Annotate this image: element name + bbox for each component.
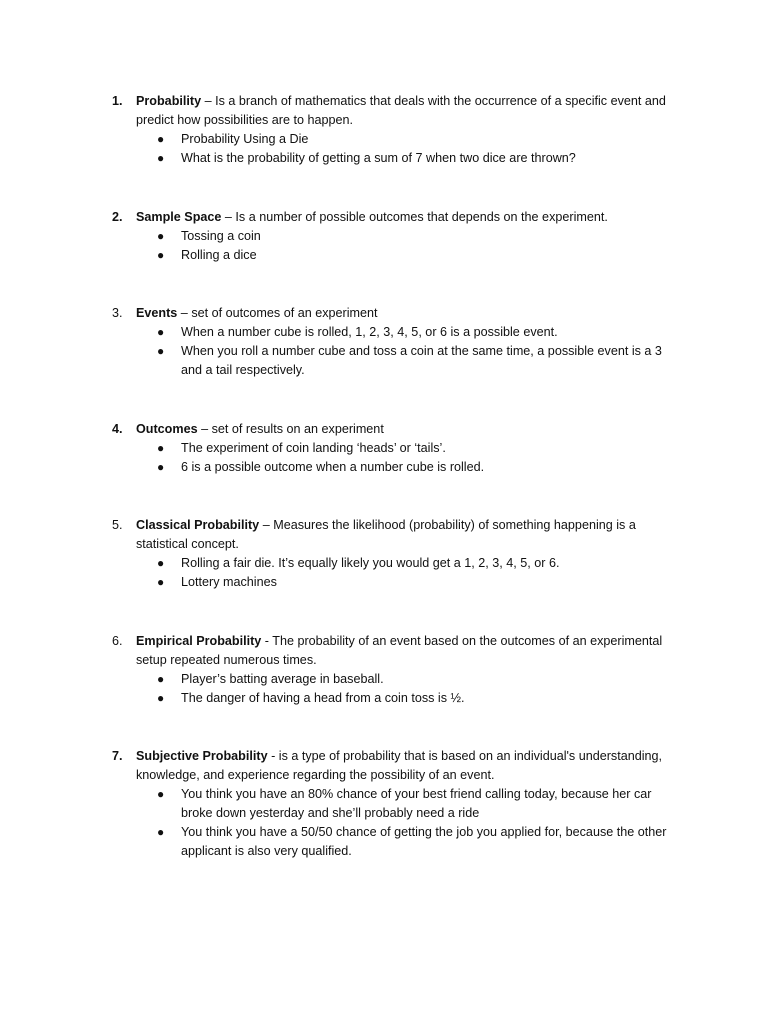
bullet-list <box>112 670 682 708</box>
term: Sample Space <box>136 210 222 224</box>
item-definition: Events – set of outcomes of an experiment <box>136 306 378 320</box>
list-item <box>112 92 682 168</box>
bullet-list <box>112 130 682 168</box>
bullet-icon: ● <box>157 575 165 589</box>
bullet-icon: ● <box>157 132 165 146</box>
list-item <box>112 632 682 708</box>
item-number: 2. <box>112 210 123 224</box>
bullet-icon: ● <box>157 787 165 801</box>
bullet-icon: ● <box>157 691 165 705</box>
item-number: 5. <box>112 518 123 532</box>
bullet-list <box>112 439 682 477</box>
bullet-item: ● 6 is a possible outcome when a number cube is rolled. <box>112 458 671 477</box>
item-definition: Empirical Probability - The probability of an event based on the outcomes of an experimental setup repeated numerous times. <box>136 634 663 667</box>
item-definition: Outcomes – set of results on an experiment <box>136 422 384 436</box>
bullet-item: ● You think you have an 80% chance of your best friend calling today, because her car broke down yesterday and she’ll probably need a ride <box>157 787 652 820</box>
item-definition: Classical Probability – Measures the likelihood (probability) of something happening is a statistical concept. <box>136 518 636 551</box>
bullet-icon: ● <box>157 556 165 570</box>
bullet-item: ● Player’s batting average in baseball. <box>112 670 671 689</box>
bullet-item: ● Lottery machines <box>112 573 671 592</box>
bullet-item: ● What is the probability of getting a sum of 7 when two dice are thrown? <box>112 149 671 168</box>
term: Probability <box>136 94 202 108</box>
bullet-item: ● You think you have a 50/50 chance of getting the job you applied for, because the other applicant is also very qualified. <box>157 825 667 858</box>
bullet-item: ● When a number cube is rolled, 1, 2, 3, 4, 5, or 6 is a possible event. <box>112 323 671 342</box>
item-definition: Sample Space – Is a number of possible outcomes that depends on the experiment. <box>136 210 608 224</box>
item-number: 4. <box>112 422 123 436</box>
item-number: 1. <box>112 94 123 108</box>
bullet-item: ● When you roll a number cube and toss a coin at the same time, a possible event is a 3 and a tail respectively. <box>157 344 662 377</box>
term: Events <box>136 306 178 320</box>
bullet-list <box>112 227 682 265</box>
list-item <box>112 304 682 380</box>
item-definition: Probability – Is a branch of mathematics that deals with the occurrence of a specific event and predict how possibilities are to happen. <box>136 94 666 127</box>
term: Classical Probability <box>136 518 260 532</box>
item-number: 7. <box>112 749 123 763</box>
bullet-list <box>112 785 682 861</box>
item-number: 3. <box>112 306 123 320</box>
list-item <box>112 208 682 265</box>
bullet-icon: ● <box>157 460 165 474</box>
item-number: 6. <box>112 634 123 648</box>
term: Empirical Probability <box>136 634 262 648</box>
term: Subjective Probability <box>136 749 268 763</box>
bullet-item: ● The danger of having a head from a coin toss is ½. <box>112 689 671 708</box>
bullet-icon: ● <box>157 825 165 839</box>
bullet-list <box>112 554 682 592</box>
bullet-icon: ● <box>157 325 165 339</box>
bullet-item: ● Rolling a dice <box>112 246 671 265</box>
bullet-icon: ● <box>157 344 165 358</box>
bullet-icon: ● <box>157 672 165 686</box>
bullet-icon: ● <box>157 248 165 262</box>
item-definition: Subjective Probability - is a type of probability that is based on an individual's understanding, knowledge, and experience regarding the possibility of an event. <box>136 749 663 782</box>
bullet-item: ● Rolling a fair die. It’s equally likely you would get a 1, 2, 3, 4, 5, or 6. <box>112 554 671 573</box>
bullet-icon: ● <box>157 229 165 243</box>
bullet-icon: ● <box>157 441 165 455</box>
bullet-item: ● The experiment of coin landing ‘heads’ or ‘tails’. <box>112 439 671 458</box>
bullet-icon: ● <box>157 151 165 165</box>
term: Outcomes <box>136 422 198 436</box>
list-item <box>112 420 682 477</box>
bullet-item: ● Tossing a coin <box>112 227 671 246</box>
bullet-item: ● Probability Using a Die <box>112 130 671 149</box>
list-item <box>112 516 682 592</box>
list-item <box>112 747 682 861</box>
bullet-list <box>112 323 682 380</box>
